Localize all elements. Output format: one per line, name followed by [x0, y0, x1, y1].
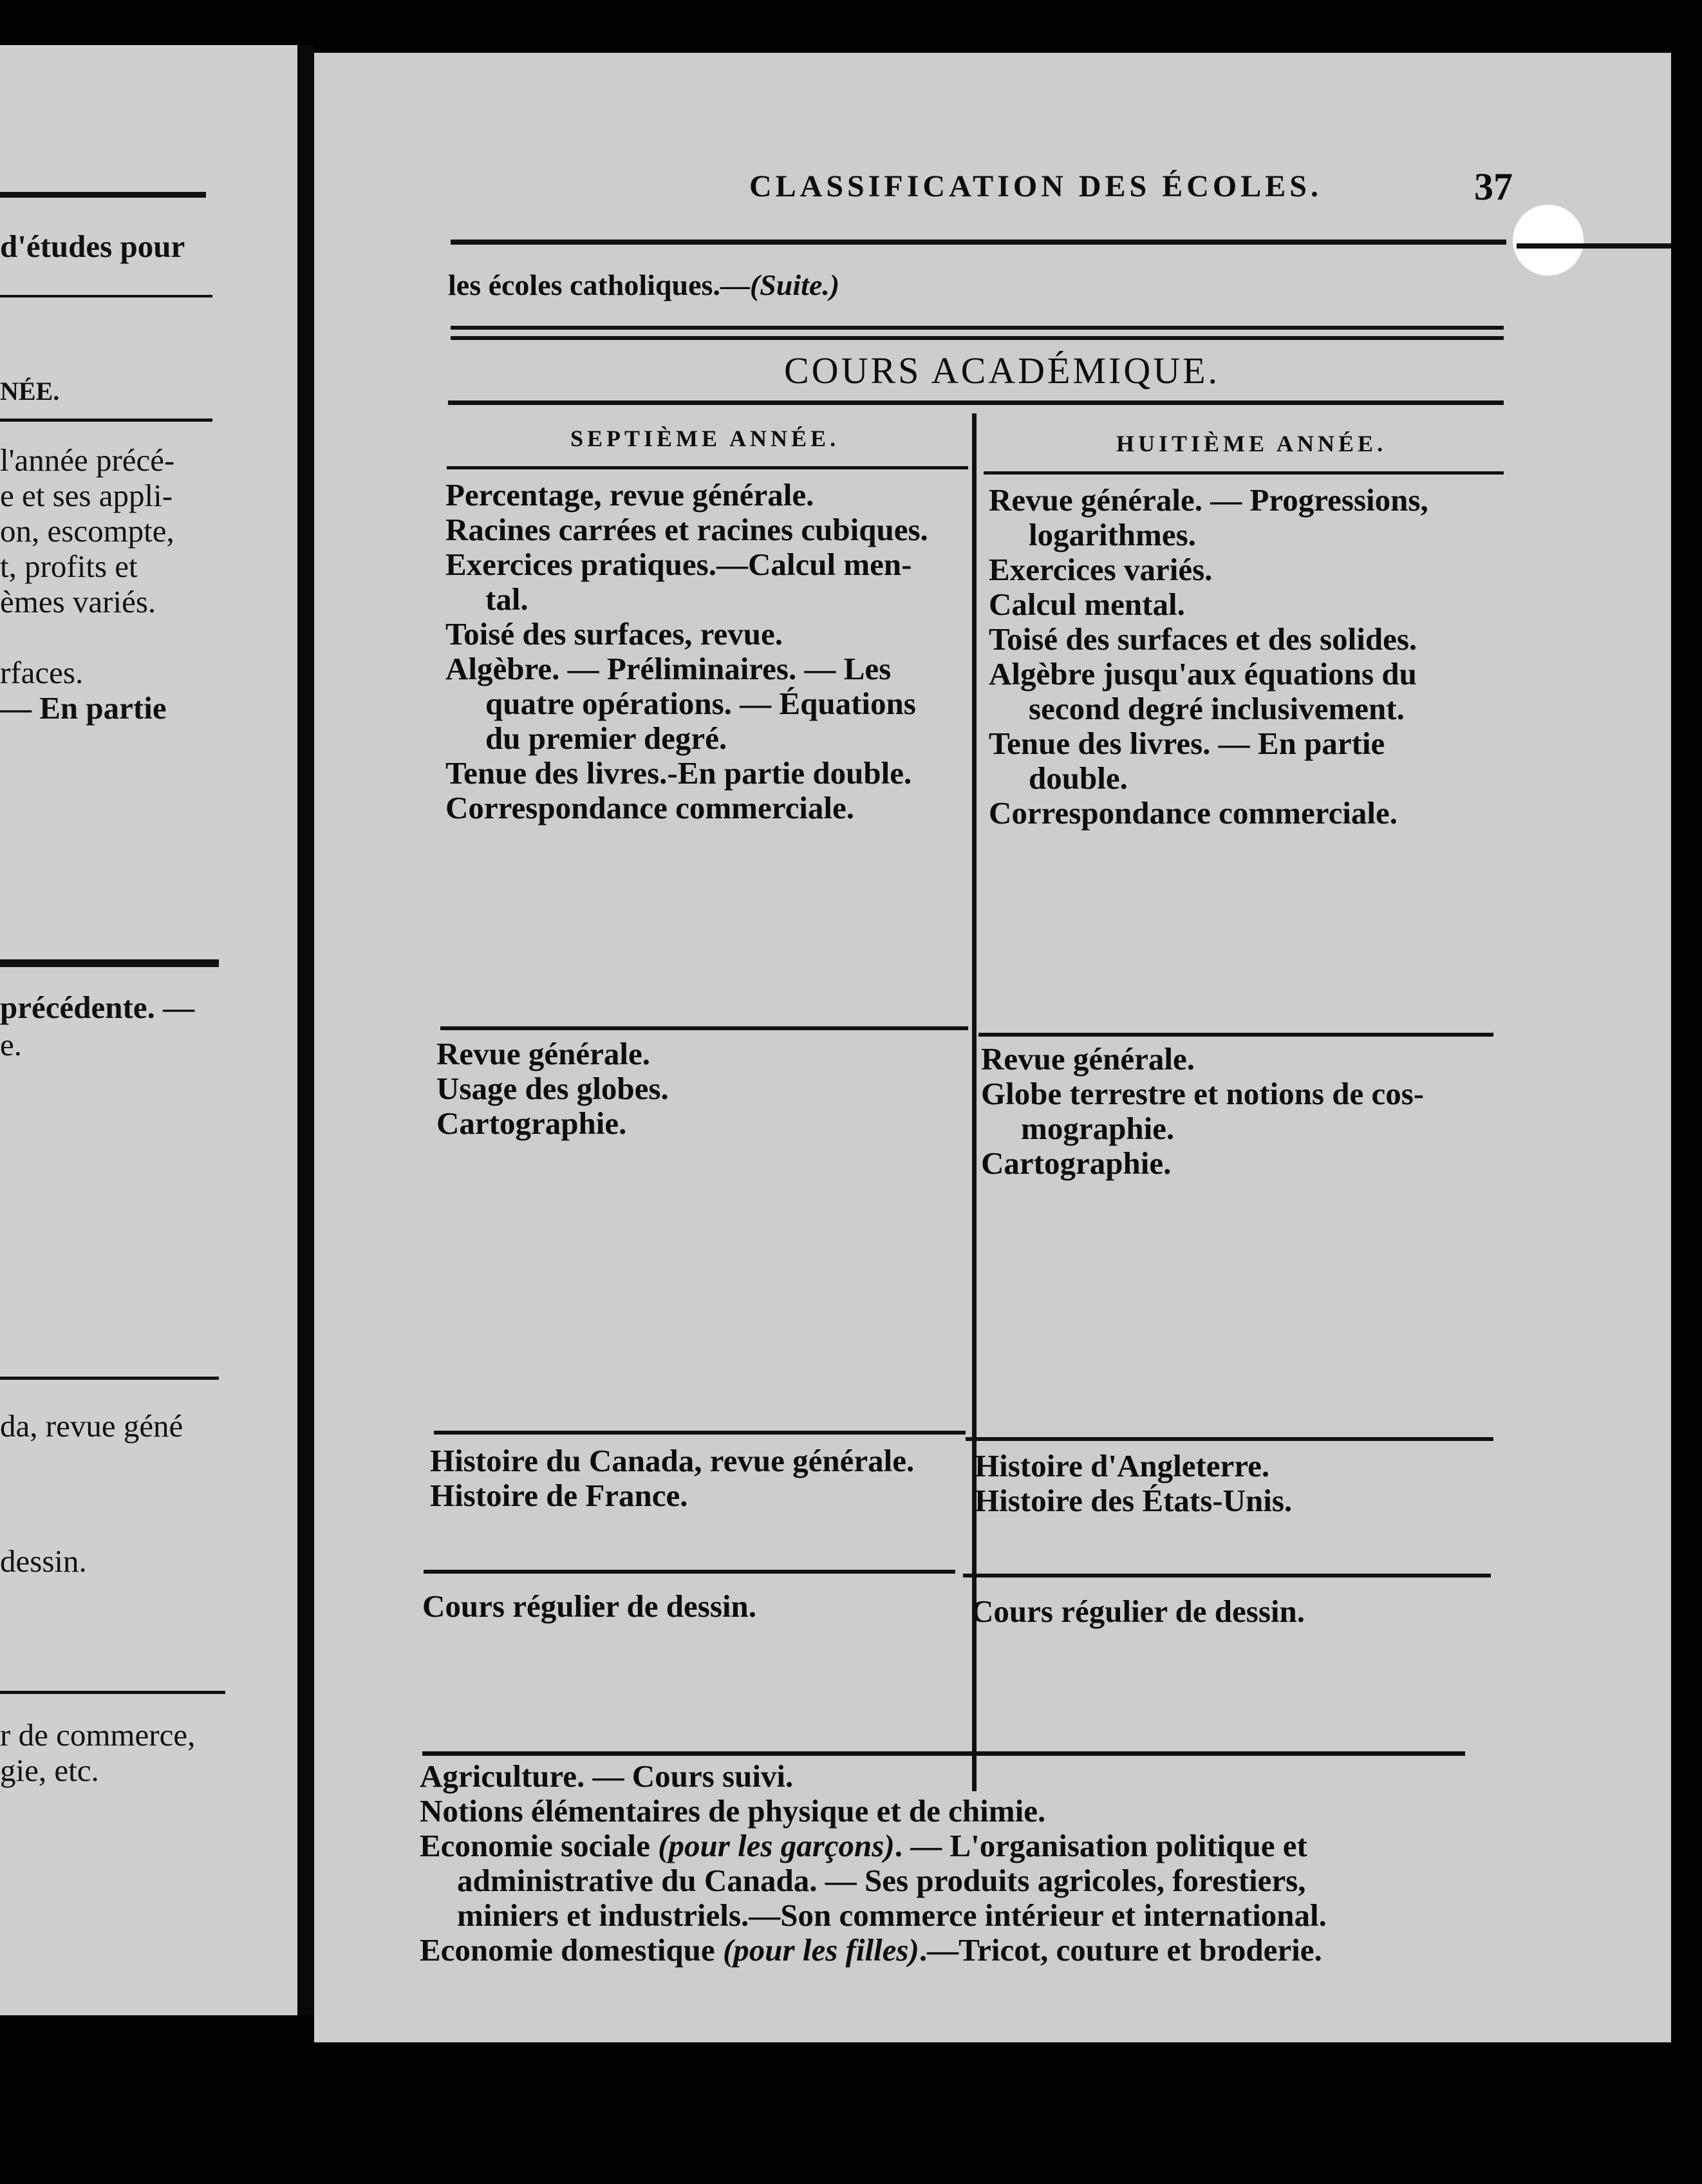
- left-rule: [0, 419, 212, 422]
- table-line: du premier degré.: [485, 720, 727, 756]
- left-rule: [0, 1691, 225, 1694]
- subtitle-text: les écoles catholiques.—: [448, 268, 750, 301]
- left-fragment: gie, etc.: [0, 1753, 99, 1788]
- table-line: Globe terrestre et notions de cos-: [981, 1076, 1425, 1111]
- paper-blot: [1513, 205, 1584, 276]
- subtitle-suite: (Suite.): [749, 268, 840, 301]
- column-header-rule: [447, 466, 968, 469]
- table-line: Revue générale.: [981, 1041, 1195, 1077]
- text-run-italic: (pour les garçons): [658, 1828, 895, 1863]
- geography-huitieme: [981, 1042, 1496, 1181]
- book-gutter: [297, 45, 314, 2015]
- text-run: . — L'organisation politique et: [894, 1828, 1307, 1863]
- table-line: Histoire du Canada, revue générale.: [430, 1443, 915, 1478]
- table-line: Algèbre jusqu'aux équations du: [989, 656, 1417, 692]
- geography-septieme: [436, 1037, 964, 1141]
- table-line: Cartographie.: [981, 1145, 1172, 1181]
- bottom-line: administrative du Canada. — Ses produits agricoles, forestiers,: [457, 1863, 1306, 1898]
- table-line: logarithmes.: [1029, 517, 1196, 552]
- table-line: Exercices pratiques.—Calcul men-: [445, 547, 912, 582]
- history-septieme: [430, 1444, 964, 1513]
- course-title: COURS ACADÉMIQUE.: [784, 350, 1220, 391]
- text-run: Economie domestique: [420, 1932, 723, 1968]
- row-rule: [963, 1574, 1491, 1577]
- table-line: Tenue des livres.-En partie double.: [445, 755, 912, 791]
- table-line: Correspondance commerciale.: [445, 790, 855, 825]
- row-rule: [966, 1437, 1493, 1441]
- arithmetic-septieme: [445, 478, 960, 825]
- text-run: .—Tricot, couture et broderie.: [919, 1932, 1322, 1968]
- table-line: quatre opérations. — Équations: [485, 686, 916, 721]
- left-fragment: précédente. —: [0, 990, 195, 1025]
- main-page: [314, 53, 1671, 2042]
- table-line: Calcul mental.: [989, 587, 1185, 622]
- course-top-rule: [451, 326, 1504, 330]
- left-fragment: t, profits et: [0, 549, 138, 584]
- arithmetic-huitieme: [989, 483, 1504, 831]
- column-divider: [972, 413, 977, 1791]
- table-line: Histoire d'Angleterre.: [975, 1448, 1270, 1483]
- left-fragment: e.: [0, 1027, 22, 1062]
- left-fragment: l'année précé-: [0, 442, 175, 478]
- left-fragment: da, revue géné: [0, 1408, 183, 1444]
- column-header-huitieme: HUITIÈME ANNÉE.: [1116, 431, 1387, 457]
- table-line: Tenue des livres. — En partie: [989, 726, 1385, 761]
- table-line: Toisé des surfaces et des solides.: [989, 621, 1417, 657]
- left-fragment: rfaces.: [0, 655, 84, 690]
- table-line: Cours régulier de dessin.: [971, 1594, 1305, 1629]
- left-fragment: on, escompte,: [0, 513, 174, 549]
- left-fragment: d'études pour: [0, 229, 185, 264]
- text-run-italic: (pour les filles): [722, 1932, 919, 1968]
- bottom-line: [420, 1829, 1327, 1863]
- drawing-septieme: [422, 1589, 957, 1624]
- table-line: Histoire des États-Unis.: [975, 1483, 1293, 1518]
- row-rule: [978, 1033, 1493, 1037]
- text-run: Economie sociale: [420, 1828, 659, 1863]
- table-bottom-rule: [422, 1751, 1465, 1756]
- bottom-section: [420, 1759, 1327, 1968]
- table-line: Percentage, revue générale.: [445, 477, 814, 513]
- header-rule: [1517, 243, 1671, 249]
- page-number: 37: [1474, 165, 1513, 208]
- left-fragment: NÉE.: [0, 377, 60, 406]
- bottom-line: miniers et industriels.—Son commerce intérieur et international.: [457, 1897, 1327, 1933]
- table-line: second degré inclusivement.: [1029, 691, 1405, 726]
- row-rule: [440, 1026, 968, 1030]
- table-line: mographie.: [1021, 1111, 1175, 1146]
- table-line: Histoire de France.: [430, 1478, 688, 1513]
- table-line: tal.: [485, 581, 528, 617]
- table-subtitle: [448, 268, 839, 302]
- history-huitieme: [975, 1449, 1490, 1518]
- left-fragment: r de commerce,: [0, 1717, 196, 1753]
- table-line: Algèbre. — Préliminaires. — Les: [445, 651, 892, 686]
- row-rule: [434, 1431, 966, 1435]
- left-rule: [0, 192, 206, 198]
- table-line: Usage des globes.: [436, 1071, 669, 1106]
- table-line: Exercices variés.: [989, 552, 1213, 587]
- column-header-septieme: SEPTIÈME ANNÉE.: [570, 426, 840, 451]
- table-line: Revue générale. — Progressions,: [989, 482, 1428, 518]
- bottom-line: Agriculture. — Cours suivi.: [420, 1758, 794, 1794]
- left-rule: [0, 295, 212, 297]
- left-partial-page: [0, 45, 297, 2015]
- running-title: CLASSIFICATION DES ÉCOLES.: [749, 169, 1322, 203]
- column-header-rule: [984, 471, 1504, 475]
- row-rule: [424, 1570, 955, 1574]
- bottom-line: Notions élémentaires de physique et de chimie.: [420, 1793, 1046, 1829]
- left-fragment: — En partie: [0, 690, 167, 726]
- bottom-line: [420, 1933, 1327, 1968]
- table-line: Toisé des surfaces, revue.: [445, 616, 783, 652]
- header-rule: [451, 240, 1506, 245]
- left-rule: [0, 959, 219, 967]
- table-line: Revue générale.: [436, 1036, 650, 1071]
- table-line: Racines carrées et racines cubiques.: [445, 512, 928, 547]
- table-line: double.: [1029, 760, 1128, 796]
- left-rule: [0, 1377, 219, 1380]
- table-line: Cours régulier de dessin.: [422, 1588, 757, 1624]
- course-top-rule: [451, 336, 1504, 340]
- drawing-huitieme: [971, 1594, 1486, 1629]
- left-fragment: e et ses appli-: [0, 478, 173, 513]
- table-line: Correspondance commerciale.: [989, 795, 1398, 831]
- course-bottom-rule: [448, 400, 1504, 405]
- left-fragment: dessin.: [0, 1543, 87, 1579]
- table-line: Cartographie.: [436, 1106, 627, 1141]
- left-fragment: èmes variés.: [0, 584, 156, 619]
